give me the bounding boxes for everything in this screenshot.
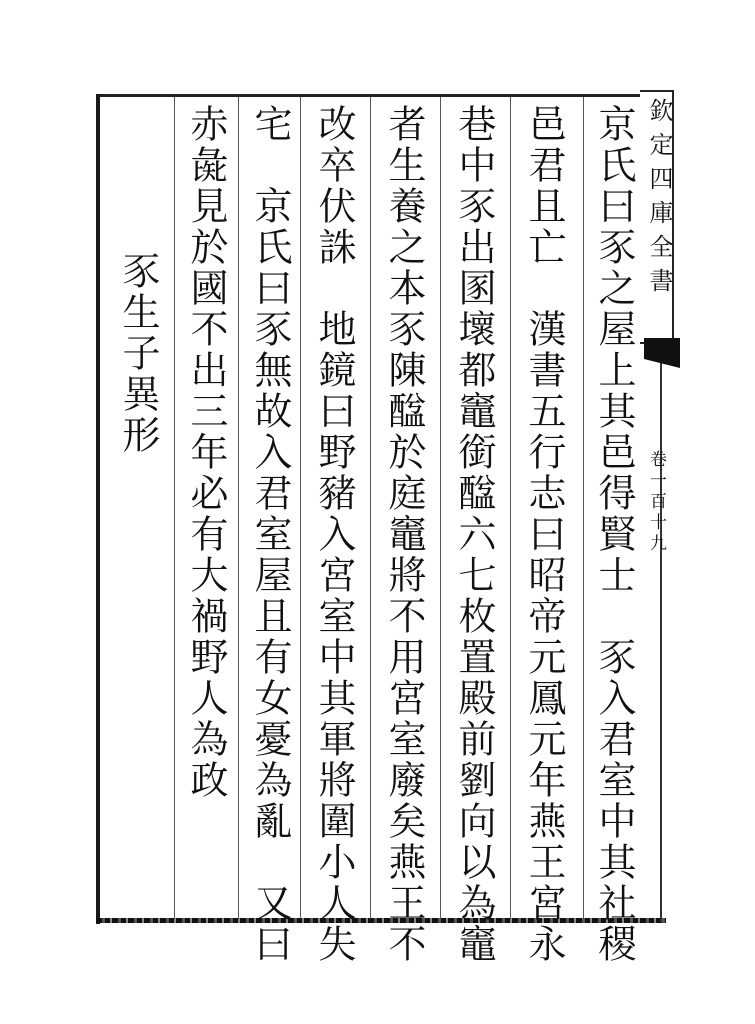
text-column-2: 邑君且亡 漢書五行志曰昭帝元鳳元年燕王宮永: [522, 104, 566, 965]
frame-top-border: [98, 94, 663, 97]
column-divider: [370, 97, 371, 919]
margin-volume-number: 卷一百十九: [646, 450, 666, 555]
text-column-8: 豕生子異形: [116, 210, 160, 456]
fishtail-block: [644, 338, 680, 368]
column-divider: [238, 97, 239, 919]
column-divider: [174, 97, 175, 919]
column-divider: [510, 97, 511, 919]
text-column-1: 京氏曰豕之屋上其邑得賢士 豕入君室中其社稷: [592, 104, 636, 965]
text-column-7: 赤彘見於國不出三年必有大禍野人為政: [184, 104, 228, 801]
text-column-4: 者生養之本豕陳䤈於庭竈將不用宮室廢矣燕王不: [382, 104, 426, 965]
text-column-5: 改卒伏誅 地鏡曰野豬入宮室中其軍將圍小人失: [312, 104, 356, 965]
text-column-3: 巷中豕出圂壞都竈銜䤈六七枚置殿前劉向以為竈: [452, 104, 496, 965]
text-column-6: 宅 京氏曰豕無故入君室屋且有女憂為亂 又曰: [248, 104, 292, 965]
column-divider: [583, 97, 584, 919]
margin-book-title: 欽定四庫全書: [645, 98, 673, 302]
frame-left-border: [96, 94, 100, 924]
column-divider: [300, 97, 301, 919]
margin-title-box: [640, 90, 674, 344]
column-divider: [440, 97, 441, 919]
